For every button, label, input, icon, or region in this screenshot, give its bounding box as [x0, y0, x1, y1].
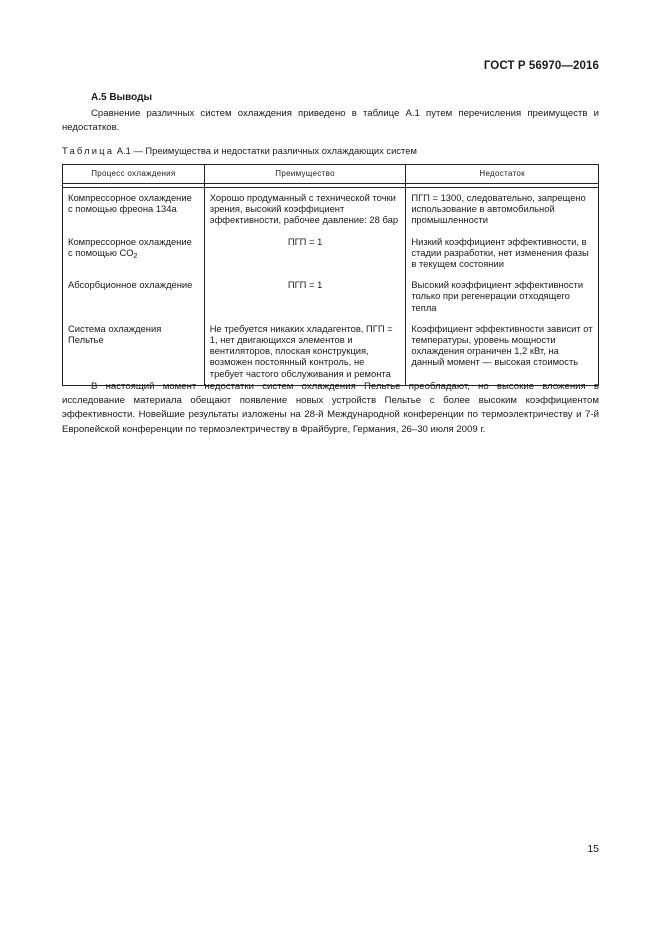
table-row: [63, 319, 599, 386]
cell-advantage: ПГП = 1: [204, 232, 406, 276]
column-header-advantage: Преимущество: [204, 165, 406, 184]
cell-process: Абсорбционное охлаждение: [63, 275, 205, 319]
cell-process: Компрессорное охлаждение с помощью фреона 134а: [63, 188, 205, 232]
table-row: [63, 275, 599, 319]
cell-process: Система охлаждения Пельтье: [63, 319, 205, 386]
cell-process-text: Компрессорное охлаждение с помощью CO: [68, 235, 192, 258]
column-header-process: Процесс охлаждения: [63, 165, 205, 184]
cell-disadvantage: Высокий коэффициент эффективности только при регенерации отходящего тепла: [406, 275, 599, 319]
table-row: [63, 232, 599, 276]
cell-advantage: Хорошо продуманный с технической точки зрения, высокий коэффициент эффективности, рабочее давление: 28 бар: [204, 188, 406, 232]
page-number: 15: [587, 843, 599, 855]
cell-advantage: ПГП = 1: [204, 275, 406, 319]
document-code: ГОСТ Р 56970—2016: [483, 60, 599, 72]
conclusion-text: В настоящий момент недостатки систем охлаждения Пельтье преобладают, но высокие вложения в исследование материала обещают появление новых устройств Пельтье с более высоким коэффициентом эффективности. Новейшие результаты изложены на 28-й Международной конференции по термоэлектричеству и 7-й Европейской конференции по термоэлектричеству в Фрайбурге, Германия, 26–30 июля 2009 г.: [62, 381, 599, 435]
table-caption: [62, 145, 417, 156]
cell-disadvantage: Низкий коэффициент эффективности, в стадии разработки, нет изменения фазы в текущем состоянии: [406, 232, 599, 276]
intro-text: Сравнение различных систем охлаждения приведено в таблице А.1 путем перечисления преимуществ и недостатков.: [62, 108, 599, 134]
cell-advantage: Не требуется никаких хладагентов, ПГП = 1, нет двигающихся элементов и вентиляторов, плоская конструкция, возможен постоянный контроль, не требует частого обслуживания и ремонта: [204, 319, 406, 386]
cell-process: [63, 232, 205, 276]
cell-disadvantage: Коэффициент эффективности зависит от температуры, уровень мощности охлаждения ограничен 1,2 кВт, на данный момент — высокая стоимость: [406, 319, 599, 386]
section-title: А.5 Выводы: [91, 92, 152, 103]
table-header-row: [63, 165, 599, 184]
conclusion-paragraph: [62, 380, 599, 437]
comparison-table: [62, 164, 599, 386]
cell-process-subscript: 2: [133, 252, 138, 260]
intro-paragraph: [62, 107, 599, 135]
table-caption-prefix: Таблица: [62, 145, 115, 156]
table-caption-text: А.1 — Преимущества и недостатки различных охлаждающих систем: [116, 145, 417, 156]
cell-disadvantage: ПГП = 1300, следовательно, запрещено использование в автомобильной промышленности: [406, 188, 599, 232]
table-row: [63, 188, 599, 232]
column-header-disadvantage: Недостаток: [406, 165, 599, 184]
